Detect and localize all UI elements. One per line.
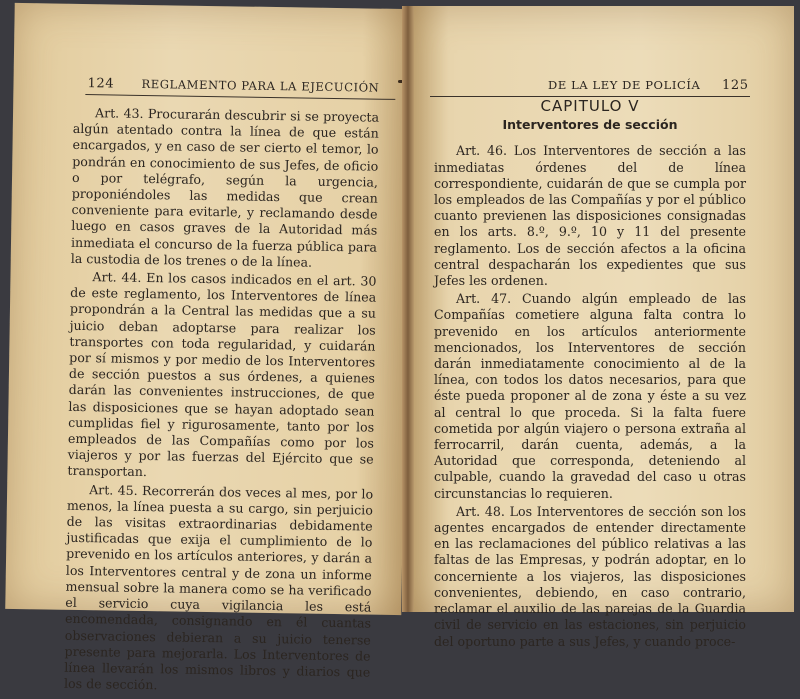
left-page bbox=[5, 3, 410, 693]
right-page bbox=[410, 6, 794, 649]
article-44: Art. 44. En los casos indicados en el art. 30 de este reglamento, los Interventores de línea propondrán a la Central las medidas que a su juicio deban adoptarse para realizar los transportes con toda regularidad, y cuidarán por sí mismos y por medio de los Interventores de sección puestos a sus órdenes, a quienes darán las convenientes instrucciones, de que las disposiciones que se hayan adoptado sean cumplidas fiel y rigurosamente, tanto por los empleados de las Compañías como por los viajeros y por las fuerzas del Ejército que se transportan. bbox=[67, 269, 377, 480]
article-48: Art. 48. Los Interventores de sección son los agentes encargados de entender directamente en las reclamaciones del público relativas a las faltas de las Empresas, y podrán adoptar, en lo concerniente a los viajeros, las disposiciones convenientes, debiendo, en caso contrario, reclamar el auxilio de las parejas de la Guardia civil de servicio en las estaciones, sin perjuicio del oportuno parte a sus Jefes, y cuando proce- bbox=[434, 503, 746, 649]
right-page-number: 125 bbox=[722, 78, 749, 93]
section-heading: Interventores de sección bbox=[502, 117, 678, 133]
book-spread bbox=[10, 6, 794, 693]
chapter-heading: CAPITULO V bbox=[540, 97, 640, 115]
article-43: Art. 43. Procurarán descubrir si se proyecta algún atentado contra la línea de que están encargados, y en caso de ser cierto el temor, lo pondrán en conocimiento de sus Jefes, de oficio o por telégrafo, según la urgencia, proponiéndoles las medidas que crean conveniente para evitarle, y reclamando desde luego en casos graves de la Autoridad más inmediata el concurso de la fuerza pública para la custodia de los trenes o de la línea. bbox=[70, 105, 380, 270]
article-45: Art. 45. Recorrerán dos veces al mes, por lo menos, la línea puesta a su cargo, sin perjuicio de las visitas extraordinarias debidamente justificadas que exija el cumplimiento de lo prevenido en los artículos anteriores, y darán a los Interventores central y de zona un informe mensual sobre la manera como se ha verificado el servicio cuya vigilancia les está encomendada, consignando en él cuantas observaciones debieran a su juicio tenerse presente para mejorarla. Los Interventores de línea llevarán los mismos libros y diarios que los de sección. bbox=[63, 481, 374, 693]
article-47: Art. 47. Cuando algún empleado de las Compañías cometiere alguna falta contra lo prevenido en los artículos anteriormente mencionados, los Interventores de sección darán inmediatamente conocimiento al de la línea, con todos los datos necesarios, para que éste pueda proponer al de zona y éste a su vez al central lo que proceda. Si la falta fuere cometida por algún viajero o persona extraña al ferrocarril, darán cuenta, además, a la Autoridad que corresponda, deteniendo al culpable, cuando la gravedad del caso u otras circunstancias lo requieren. bbox=[434, 291, 746, 501]
right-page-body bbox=[434, 98, 746, 652]
right-running-head: DE LA LEY DE POLICÍA bbox=[548, 78, 701, 92]
left-header-rule bbox=[85, 94, 395, 100]
left-page-number: 124 bbox=[87, 76, 115, 92]
article-46: Art. 46. Los Interventores de sección a las inmediatas órdenes del de línea correspondiente, cuidarán de que se cumpla por los empleados de las Compañías y por el público cuanto previenen las disposiciones consignadas en los arts. 8.º, 9.º, 10 y 11 del presente reglamento. Los de sección afectos a la oficina central despacharán los expedientes que sus Jefes les ordenen. bbox=[434, 143, 746, 289]
left-running-head: REGLAMENTO PARA LA EJECUCIÓN bbox=[141, 76, 380, 95]
book-gutter bbox=[402, 6, 414, 612]
left-page-body bbox=[64, 105, 379, 699]
